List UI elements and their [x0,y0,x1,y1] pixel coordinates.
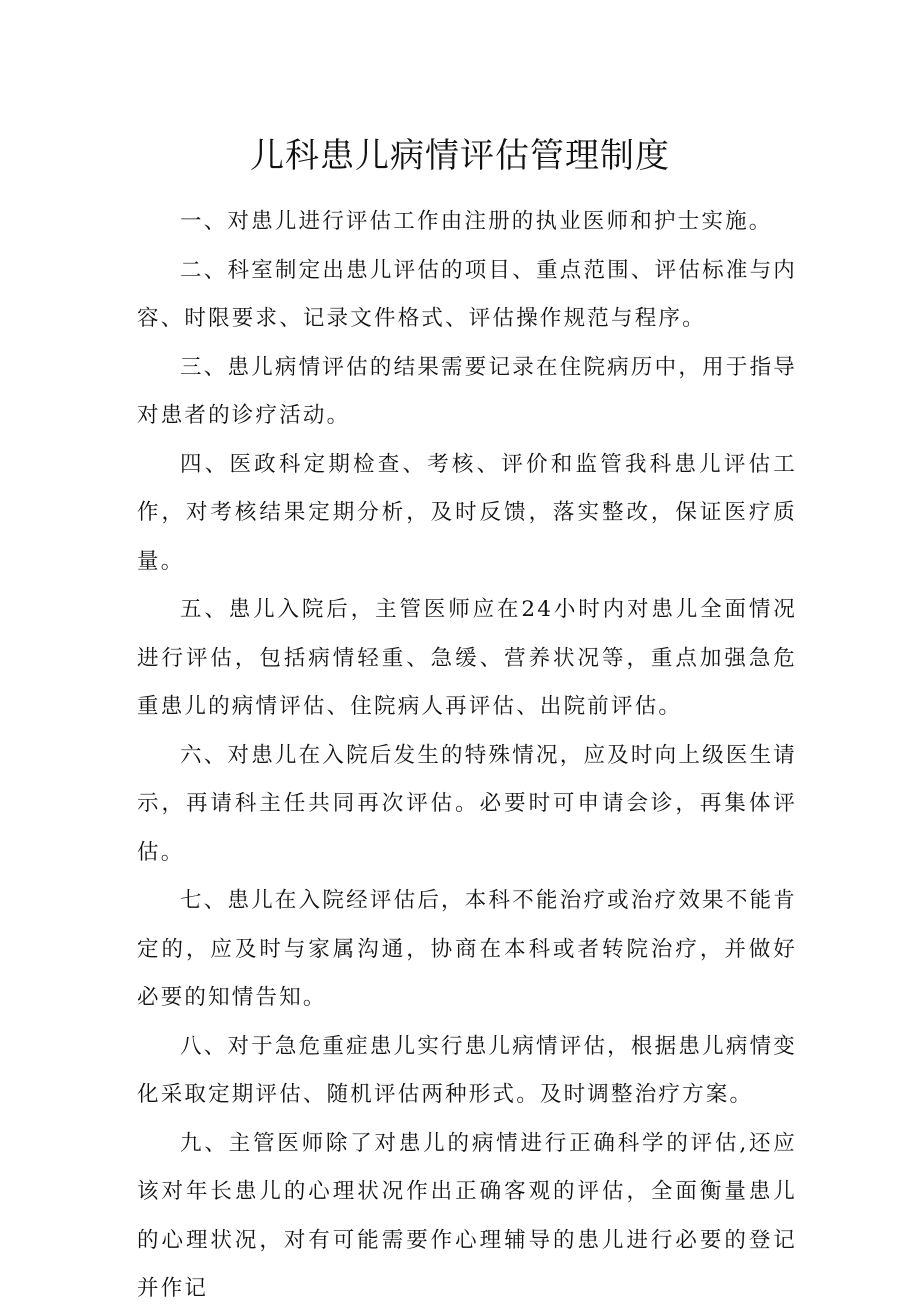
document-body [137,198,797,1314]
paragraph-1: 一、对患儿进行评估工作由注册的执业医师和护士实施。 [180,209,773,234]
paragraph-6: 六、对患儿在入院后发生的特殊情况，应及时向上级医生请示，再请科主任共同再次评估。必要时可申请会诊，再集体评估。 [137,742,797,865]
paragraph-2: 二、科室制定出患儿评估的项目、重点范围、评估标准与内容、时限要求、记录文件格式、评估操作规范与程序。 [137,257,797,331]
paragraph-5: 五、患儿入院后，主管医师应在24小时内对患儿全面情况进行评估，包括病情轻重、急缓、营养状况等，重点加强急危重患儿的病情评估、住院病人再评估、出院前评估。 [137,597,797,719]
document-title: 儿科患儿病情评估管理制度 [250,136,670,176]
paragraph-4: 四、医政科定期检查、考核、评价和监管我科患儿评估工作，对考核结果定期分析，及时反馈，落实整改，保证医疗质量。 [137,451,797,574]
paragraph-7: 七、患儿在入院经评估后，本科不能治疗或治疗效果不能肯定的，应及时与家属沟通，协商在本科或者转院治疗，并做好必要的知情告知。 [137,888,797,1010]
paragraph-3: 三、患儿病情评估的结果需要记录在住院病历中，用于指导对患者的诊疗活动。 [137,354,797,428]
paragraph-8: 八、对于急危重症患儿实行患儿病情评估，根据患儿病情变化采取定期评估、随机评估两种形式。及时调整治疗方案。 [137,1033,797,1107]
paragraph-9: 九、主管医师除了对患儿的病情进行正确科学的评估,还应该对年长患儿的心理状况作出正确客观的评估，全面衡量患儿的心理状况，对有可能需要作心理辅导的患儿进行必要的登记并作记 [137,1130,797,1301]
